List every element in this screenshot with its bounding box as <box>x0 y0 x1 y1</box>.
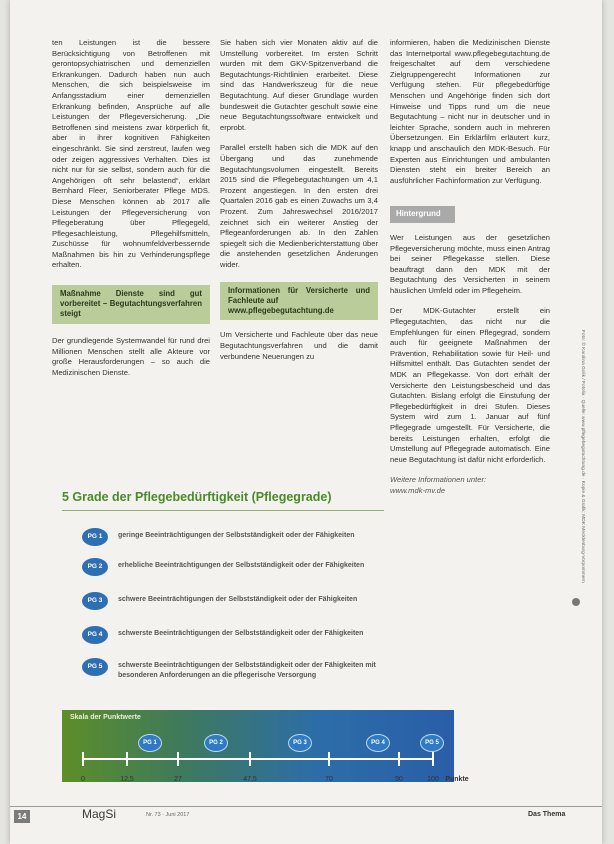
scale-grade-badge: PG 3 <box>288 734 312 752</box>
paragraph: Wer Leistungen aus der gesetzlichen Pflegeversicherung möchte, muss einen Antrag bei seiner Pflegekasse stellen. Diese beauftragt dann den MDK mit der Begutachtung des Versicherten in seinem häuslichen Umfeld oder im Pflegeheim. <box>390 232 550 295</box>
scale-tick <box>82 752 84 766</box>
scale-axis <box>82 758 434 760</box>
grade-badge: PG 4 <box>82 626 108 644</box>
scale-grade-badge: PG 4 <box>366 734 390 752</box>
text-column-1 <box>52 38 210 388</box>
scale-tick <box>398 752 400 766</box>
background-label: Hintergrund <box>390 206 455 223</box>
scale-label: Skala der Punktwerte <box>70 714 141 721</box>
section-divider <box>62 510 384 511</box>
grade-description: schwere Beeinträchtigungen der Selbstständigkeit oder der Fähigkeiten <box>118 596 358 603</box>
grade-badge: PG 2 <box>82 558 108 576</box>
info-box-url[interactable]: www.pflegebegutachtung.de <box>228 306 334 316</box>
grade-description: schwerste Beeinträchtigungen der Selbstständigkeit oder der Fähigkeiten <box>118 630 364 637</box>
paragraph: Der MDK-Gutachter erstellt ein Pflegegutachten, das nicht nur die Empfehlungen für einen Pflegegrad, sondern auch für geeignete Maßnahmen der Prävention, Rehabilitation sowie für Heil- und Hilfsmittel enthält. Das Gutachten sendet der MDK an Pflegekasse. Von dort erhält der Versicherte den Leistungsbescheid und das Gutachten. Bislang erfolgt die Einstufung der Pflegebedürftigkeit in drei Stufen. Dieses System wird zum 1. Januar auf fünf Pflegegrade umgestellt. Für Versicherte, die bereits Leistungen erhalten, erfolgt die Umstellung auf Pflegegrade automatisch. Eine neue Begutachtung ist dafür nicht erforderlich. <box>390 306 550 464</box>
scale-tick-label: 47,5 <box>243 776 257 783</box>
text-column-2 <box>220 38 378 372</box>
info-box-title: Informationen für Versicherte und Fachleute auf <box>228 286 370 306</box>
scale-tick <box>249 752 251 766</box>
section-label: Das Thema <box>528 811 566 818</box>
grade-badge: PG 3 <box>82 592 108 610</box>
scale-grade-badge: PG 1 <box>138 734 162 752</box>
text-column-3 <box>390 38 550 497</box>
photo-credit: Foto: © Karolina Golik / Fotolia · Quelle: www.pflegebegutachtung.de · Kopie & Grafik: MDK Mecklenburg-Vorpommern <box>580 330 585 583</box>
scale-tick-label: 27 <box>174 776 182 783</box>
paragraph: Um Versicherte und Fachleute über das neue Begutachtungsverfahren und die damit verbundene Neuerungen zu <box>220 330 378 361</box>
section-title: 5 Grade der Pflegebedürftigkeit (Pflegegrade) <box>62 490 332 504</box>
margin-marker <box>572 598 580 606</box>
info-link-box <box>220 282 378 320</box>
grade-row <box>82 626 392 646</box>
paragraph: ten Leistungen ist die bessere Berücksichtigung von Betroffenen mit gerontopsychiatrischen und demenziellen Erkrankungen. Dadurch haben nun auch Menschen, die sich beispielsweise im Anfangsstadium einer demenziellen Erkrankung befinden, Ansprüche auf alle Leistungen der Pflegeversicherung. „Die Betroffenen sind meistens zwar körperlich fit, aber in ihrer kognitiven Fähigkeiten eingeschränkt. Sie sind zerstreut, laufen weg oder zeigen aggressives Verhalten. Dies ist nicht nur für sie selbst, sondern auch für die Angehörigen oft sehr belastend“, erklärt Bernhard Fleer, Seniorberater Pflege MDS. Diese Menschen können ab 2017 alle Leistungen der Pflegeversicherung von Pflegeberatung über Pflegegeld, Pflegesachleistung, Pflegehilfsmitteln, Zuschüsse für wohnumfeldverbessernde Maßnahmen bis hin zu Verhinderungspflege erhalten. <box>52 38 210 270</box>
grade-row <box>82 528 392 548</box>
scale-unit-label: Punkte <box>445 776 469 783</box>
scale-grade-badge: PG 2 <box>204 734 228 752</box>
grade-badge: PG 1 <box>82 528 108 546</box>
scale-tick-label: 100 <box>427 776 439 783</box>
issue-info: Nr. 73 · Juni 2017 <box>146 812 190 818</box>
grade-description: schwerste Beeinträchtigungen der Selbstständigkeit oder der Fähigkeiten mit besonderen Anforderungen an die pflegerische Versorgung <box>118 662 376 679</box>
grade-row <box>82 558 392 578</box>
scale-tick-label: 12,5 <box>120 776 134 783</box>
paragraph: Sie haben sich vier Monaten aktiv auf die Umstellung vorbereitet. Im ersten Schritt wurden mit dem GKV-Spitzenverband die Begutachtungs-Richtlinien erarbeitet. Diese sind das Handwerkszeug für die neue Begutachtung. Auf dieser Grundlage wurden bundesweit die Gutachter geschult sowie eine neue Begutachtungssoftware entwickelt und erprobt. <box>220 38 378 132</box>
scale-tick-label: 90 <box>395 776 403 783</box>
grade-description: geringe Beeinträchtigungen der Selbstständigkeit oder der Fähigkeiten <box>118 532 355 539</box>
magazine-logo: MagSi <box>82 807 117 821</box>
paragraph: informieren, haben die Medizinischen Dienste das Internetportal www.pflegebegutachtung.de freigeschaltet auf dem verschiedene Zielgruppengerecht Informationen zur Verfügung stehen. Für pflegebedürftige Menschen und Angehörige finden sich dort Hinweise und Tipps rund um die neue Begutachtung – nicht nur in deutscher und in leichter Sprache, sondern auch in mehreren Übersetzungen. Ein Erklärfilm erläutert kurz, knapp und anschaulich den MDK-Besuch. Für Experten aus Einrichtungen und ambulanten Diensten steht ein breiter Bereich an ausführlicher Fachinformation zur Verfügung. <box>390 38 550 185</box>
more-info-url[interactable]: www.mdk-mv.de <box>390 485 446 495</box>
page-number: 14 <box>14 810 30 823</box>
grade-badge: PG 5 <box>82 658 108 676</box>
scale-grade-badge: PG 5 <box>420 734 444 752</box>
scale-tick <box>177 752 179 766</box>
more-info-label: Weitere Informationen unter: <box>390 475 487 485</box>
paragraph: Parallel erstellt haben sich die MDK auf den Übergang und das zunehmende Begutachtungsvolumen eingestellt. Bereits 2015 sind die Pflegebegutachtungen um 4,1 Prozent angestiegen. In den ersten drei Quartalen 2016 gab es einen Zuwachs um 3,4 Prozent. Zum Jahreswechsel 2016/2017 zeichnet sich ein weiterer Anstieg der Pflegeanforderungen ab. In den Zahlen spiegelt sich die Medienberichterstattung über die anstehenden gesetzlichen Änderungen wider. <box>220 143 378 269</box>
scale-tick-label: 0 <box>81 776 85 783</box>
grade-row <box>82 658 392 678</box>
scale-tick <box>328 752 330 766</box>
scale-tick <box>432 752 434 766</box>
scale-tick-label: 70 <box>325 776 333 783</box>
highlight-box: Maßnahme Dienste sind gut vorbereitet – Begutachtungsverfahren steigt <box>52 285 210 324</box>
grade-description: erhebliche Beeinträchtigungen der Selbstständigkeit oder der Fähigkeiten <box>118 562 365 569</box>
points-scale <box>62 710 454 782</box>
scale-tick <box>126 752 128 766</box>
grade-row <box>82 592 392 612</box>
paragraph: Der grundlegende Systemwandel für rund drei Millionen Menschen stellt alle Akteure vor große Herausforderungen – so auch die Medizinischen Dienste. <box>52 336 210 377</box>
